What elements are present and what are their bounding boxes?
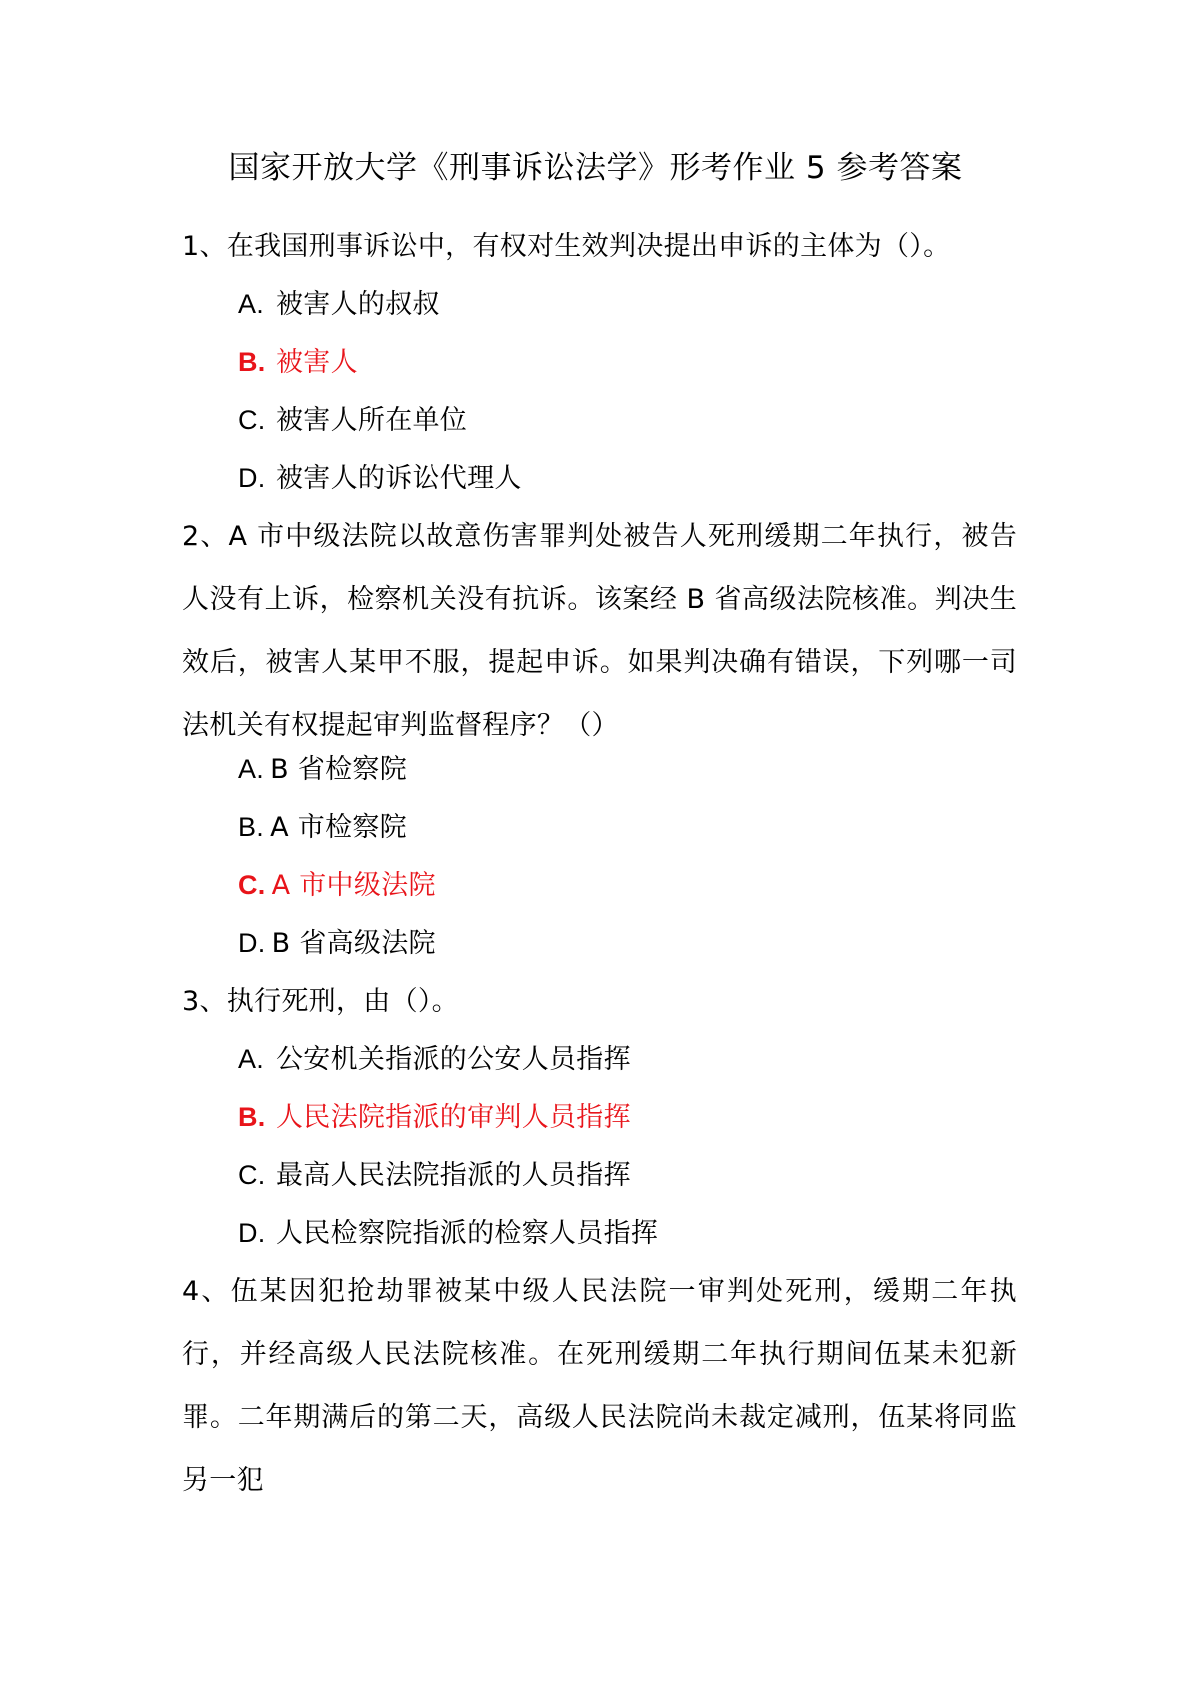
question-3-option-d [238, 1202, 658, 1265]
question-3-option-c [238, 1144, 631, 1207]
option-text: 人民检察院指派的检察人员指挥 [276, 1218, 659, 1249]
option-letter: B. [238, 347, 266, 377]
option-text: 公安机关指派的公安人员指挥 [276, 1044, 631, 1075]
question-2-option-d [238, 912, 436, 975]
question-3-option-a [238, 1028, 631, 1091]
page-title: 国家开放大学《刑事诉讼法学》形考作业 5 参考答案 [228, 150, 963, 186]
question-2-option-a [238, 738, 407, 801]
option-letter: A. [238, 1044, 265, 1074]
question-1-stem: 1、在我国刑事诉讼中，有权对生效判决提出申诉的主体为（）。 [182, 231, 951, 262]
option-letter: A. [238, 289, 265, 319]
question-4-stem: 4、伍某因犯抢劫罪被某中级人民法院一审判处死刑，缓期二年执行，并经高级人民法院核准。在死刑缓期二年执行期间伍某未犯新罪。二年期满后的第二天，高级人民法院尚未裁定减刑，伍某将同监另一犯 [182, 1276, 1017, 1496]
option-text: A 市中级法院 [271, 870, 436, 901]
question-1-option-d [238, 447, 522, 510]
option-letter: B. [238, 812, 265, 842]
option-letter: C. [238, 870, 266, 900]
question-2-stem: 2、A 市中级法院以故意伤害罪判处被告人死刑缓期二年执行，被告人没有上诉，检察机关没有抗诉。该案经 B 省高级法院核准。判决生效后，被害人某甲不服，提起申诉。如果判决确有错误，下列哪一司法机关有权提起审判监督程序？（） [182, 521, 1017, 741]
option-text: 人民法院指派的审判人员指挥 [276, 1102, 631, 1133]
question-1-option-c [238, 389, 467, 452]
question-2-option-c-correct [238, 854, 436, 917]
question-1-option-b-correct [238, 331, 358, 394]
option-letter: A. [238, 754, 265, 784]
option-text: B 省高级法院 [271, 928, 436, 959]
option-text: 被害人 [276, 347, 358, 378]
option-letter: D. [238, 1218, 266, 1248]
option-text: 被害人的叔叔 [276, 289, 440, 320]
option-text: 被害人的诉讼代理人 [276, 463, 522, 494]
question-3-option-b-correct [238, 1086, 631, 1149]
question-1-option-a [238, 273, 440, 336]
option-text: 被害人所在单位 [276, 405, 468, 436]
option-letter: C. [238, 405, 266, 435]
option-letter: B. [238, 1102, 266, 1132]
question-2-option-b [238, 796, 407, 859]
option-letter: C. [238, 1160, 266, 1190]
question-3-stem: 3、执行死刑，由（）。 [182, 986, 459, 1017]
option-letter: D. [238, 463, 266, 493]
option-letter: D. [238, 928, 266, 958]
option-text: 最高人民法院指派的人员指挥 [276, 1160, 631, 1191]
option-text: A 市检察院 [270, 812, 407, 843]
option-text: B 省检察院 [270, 754, 408, 785]
